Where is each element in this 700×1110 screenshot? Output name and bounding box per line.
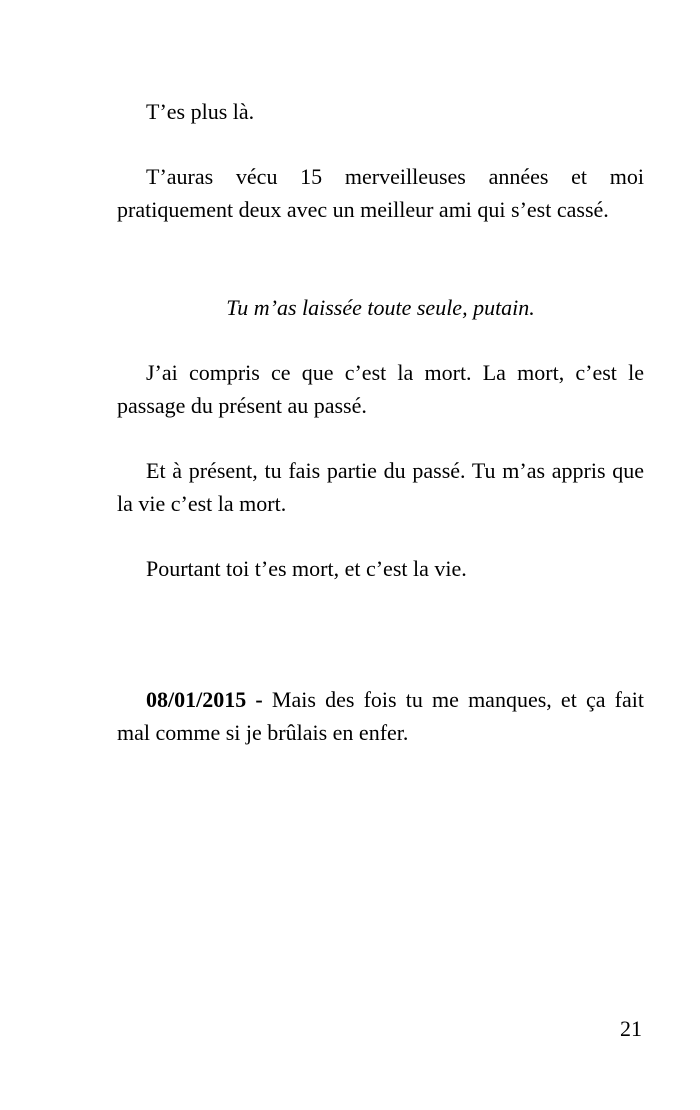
paragraph-4: J’ai compris ce que c’est la mort. La mort, c’est le passage du présent au passé. [117, 360, 644, 418]
dated-entry [117, 683, 644, 749]
page-number: 21 [620, 1016, 642, 1041]
entry-date: 08/01/2015 - [146, 687, 263, 712]
italic-quote: Tu m’as laissée toute seule, putain. [226, 295, 535, 320]
paragraph-1: T’es plus là. [146, 99, 255, 124]
paragraph-5: Et à présent, tu fais partie du passé. Tu m’as appris que la vie c’est la mort. [117, 458, 644, 516]
entry-text: Mais des fois tu me manques, et ça fait mal comme si je brûlais en enfer. [117, 687, 644, 745]
paragraph-2: T’auras vécu 15 merveilleuses années et moi pratiquement deux avec un meilleur ami qui s’est cassé. [117, 164, 644, 222]
paragraph-6: Pourtant toi t’es mort, et c’est la vie. [146, 556, 467, 581]
